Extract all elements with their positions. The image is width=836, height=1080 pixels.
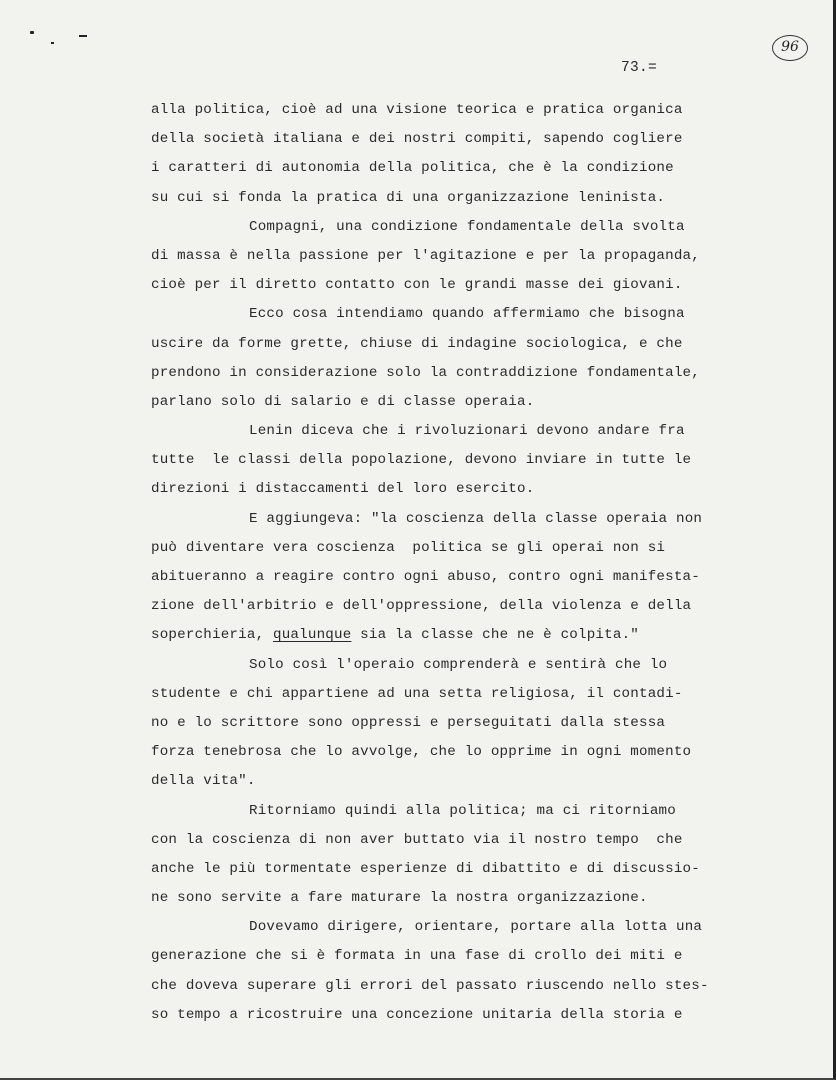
text-line: Dovevamo dirigere, orientare, portare alla lotta una: [249, 919, 703, 936]
text-line: uscire da forme grette, chiuse di indagine sociologica, e che: [151, 335, 683, 352]
text-line: della società italiana e dei nostri compiti, sapendo cogliere: [151, 131, 683, 148]
text-segment: soperchieria,: [151, 627, 273, 644]
text-line: tutte le classi della popolazione, devono inviare in tutte le: [151, 452, 692, 469]
text-line: cioè per il diretto contatto con le grandi masse dei giovani.: [151, 277, 683, 294]
page-number: 73.=: [621, 60, 658, 76]
text-segment: sia la classe che ne è colpita.": [351, 627, 639, 644]
text-line: su cui si fonda la pratica di una organizzazione leninista.: [151, 189, 666, 206]
text-line: forza tenebrosa che lo avvolge, che lo opprime in ogni momento: [151, 744, 692, 761]
ink-speck: [51, 42, 54, 44]
text-line: Compagni, una condizione fondamentale della svolta: [249, 218, 685, 235]
body-text: [151, 96, 791, 1030]
text-line: ne sono servite a fare maturare la nostra organizzazione.: [151, 890, 648, 907]
text-line: Ritorniamo quindi alla politica; ma ci ritorniamo: [249, 802, 676, 819]
text-line: può diventare vera coscienza politica se gli operai non si: [151, 539, 666, 556]
underlined-word: qualunque: [273, 627, 352, 644]
text-line: alla politica, cioè ad una visione teorica e pratica organica: [151, 102, 683, 118]
text-line: Lenin diceva che i rivoluzionari devono andare fra: [249, 423, 685, 440]
text-line: prendono in considerazione solo la contraddizione fondamentale,: [151, 364, 700, 381]
ink-speck: [79, 35, 87, 37]
text-line: [151, 621, 791, 650]
text-line: che doveva superare gli errori del passato riuscendo nello stes-: [151, 977, 709, 994]
text-line: Ecco cosa intendiamo quando affermiamo che bisogna: [249, 306, 685, 323]
text-line: di massa è nella passione per l'agitazione e per la propaganda,: [151, 247, 700, 264]
ink-speck: [30, 31, 34, 34]
text-line: della vita".: [151, 773, 256, 790]
text-line: parlano solo di salario e di classe operaia.: [151, 393, 535, 410]
text-line: zione dell'arbitrio e dell'oppressione, della violenza e della: [151, 598, 692, 615]
archive-folio-stamp: 96: [772, 35, 808, 61]
text-line: con la coscienza di non aver buttato via il nostro tempo che: [151, 831, 683, 848]
text-line: direzioni i distaccamenti del loro esercito.: [151, 481, 535, 498]
text-line: generazione che si è formata in una fase di crollo dei miti e: [151, 948, 683, 965]
text-line: abitueranno a reagire contro ogni abuso, contro ogni manifesta-: [151, 569, 700, 585]
text-line: Solo così l'operaio comprenderà e sentirà che lo: [249, 656, 668, 673]
text-line: studente e chi appartiene ad una setta religiosa, il contadi-: [151, 685, 683, 702]
text-line: E aggiungeva: "la coscienza della classe operaia non: [249, 510, 703, 527]
text-line: so tempo a ricostruire una concezione unitaria della storia e: [151, 1006, 683, 1023]
text-line: i caratteri di autonomia della politica, che è la condizione: [151, 160, 674, 177]
text-line: anche le più tormentate esperienze di dibattito e di discussio-: [151, 860, 700, 877]
text-line: no e lo scrittore sono oppressi e perseguitati dalla stessa: [151, 714, 666, 731]
